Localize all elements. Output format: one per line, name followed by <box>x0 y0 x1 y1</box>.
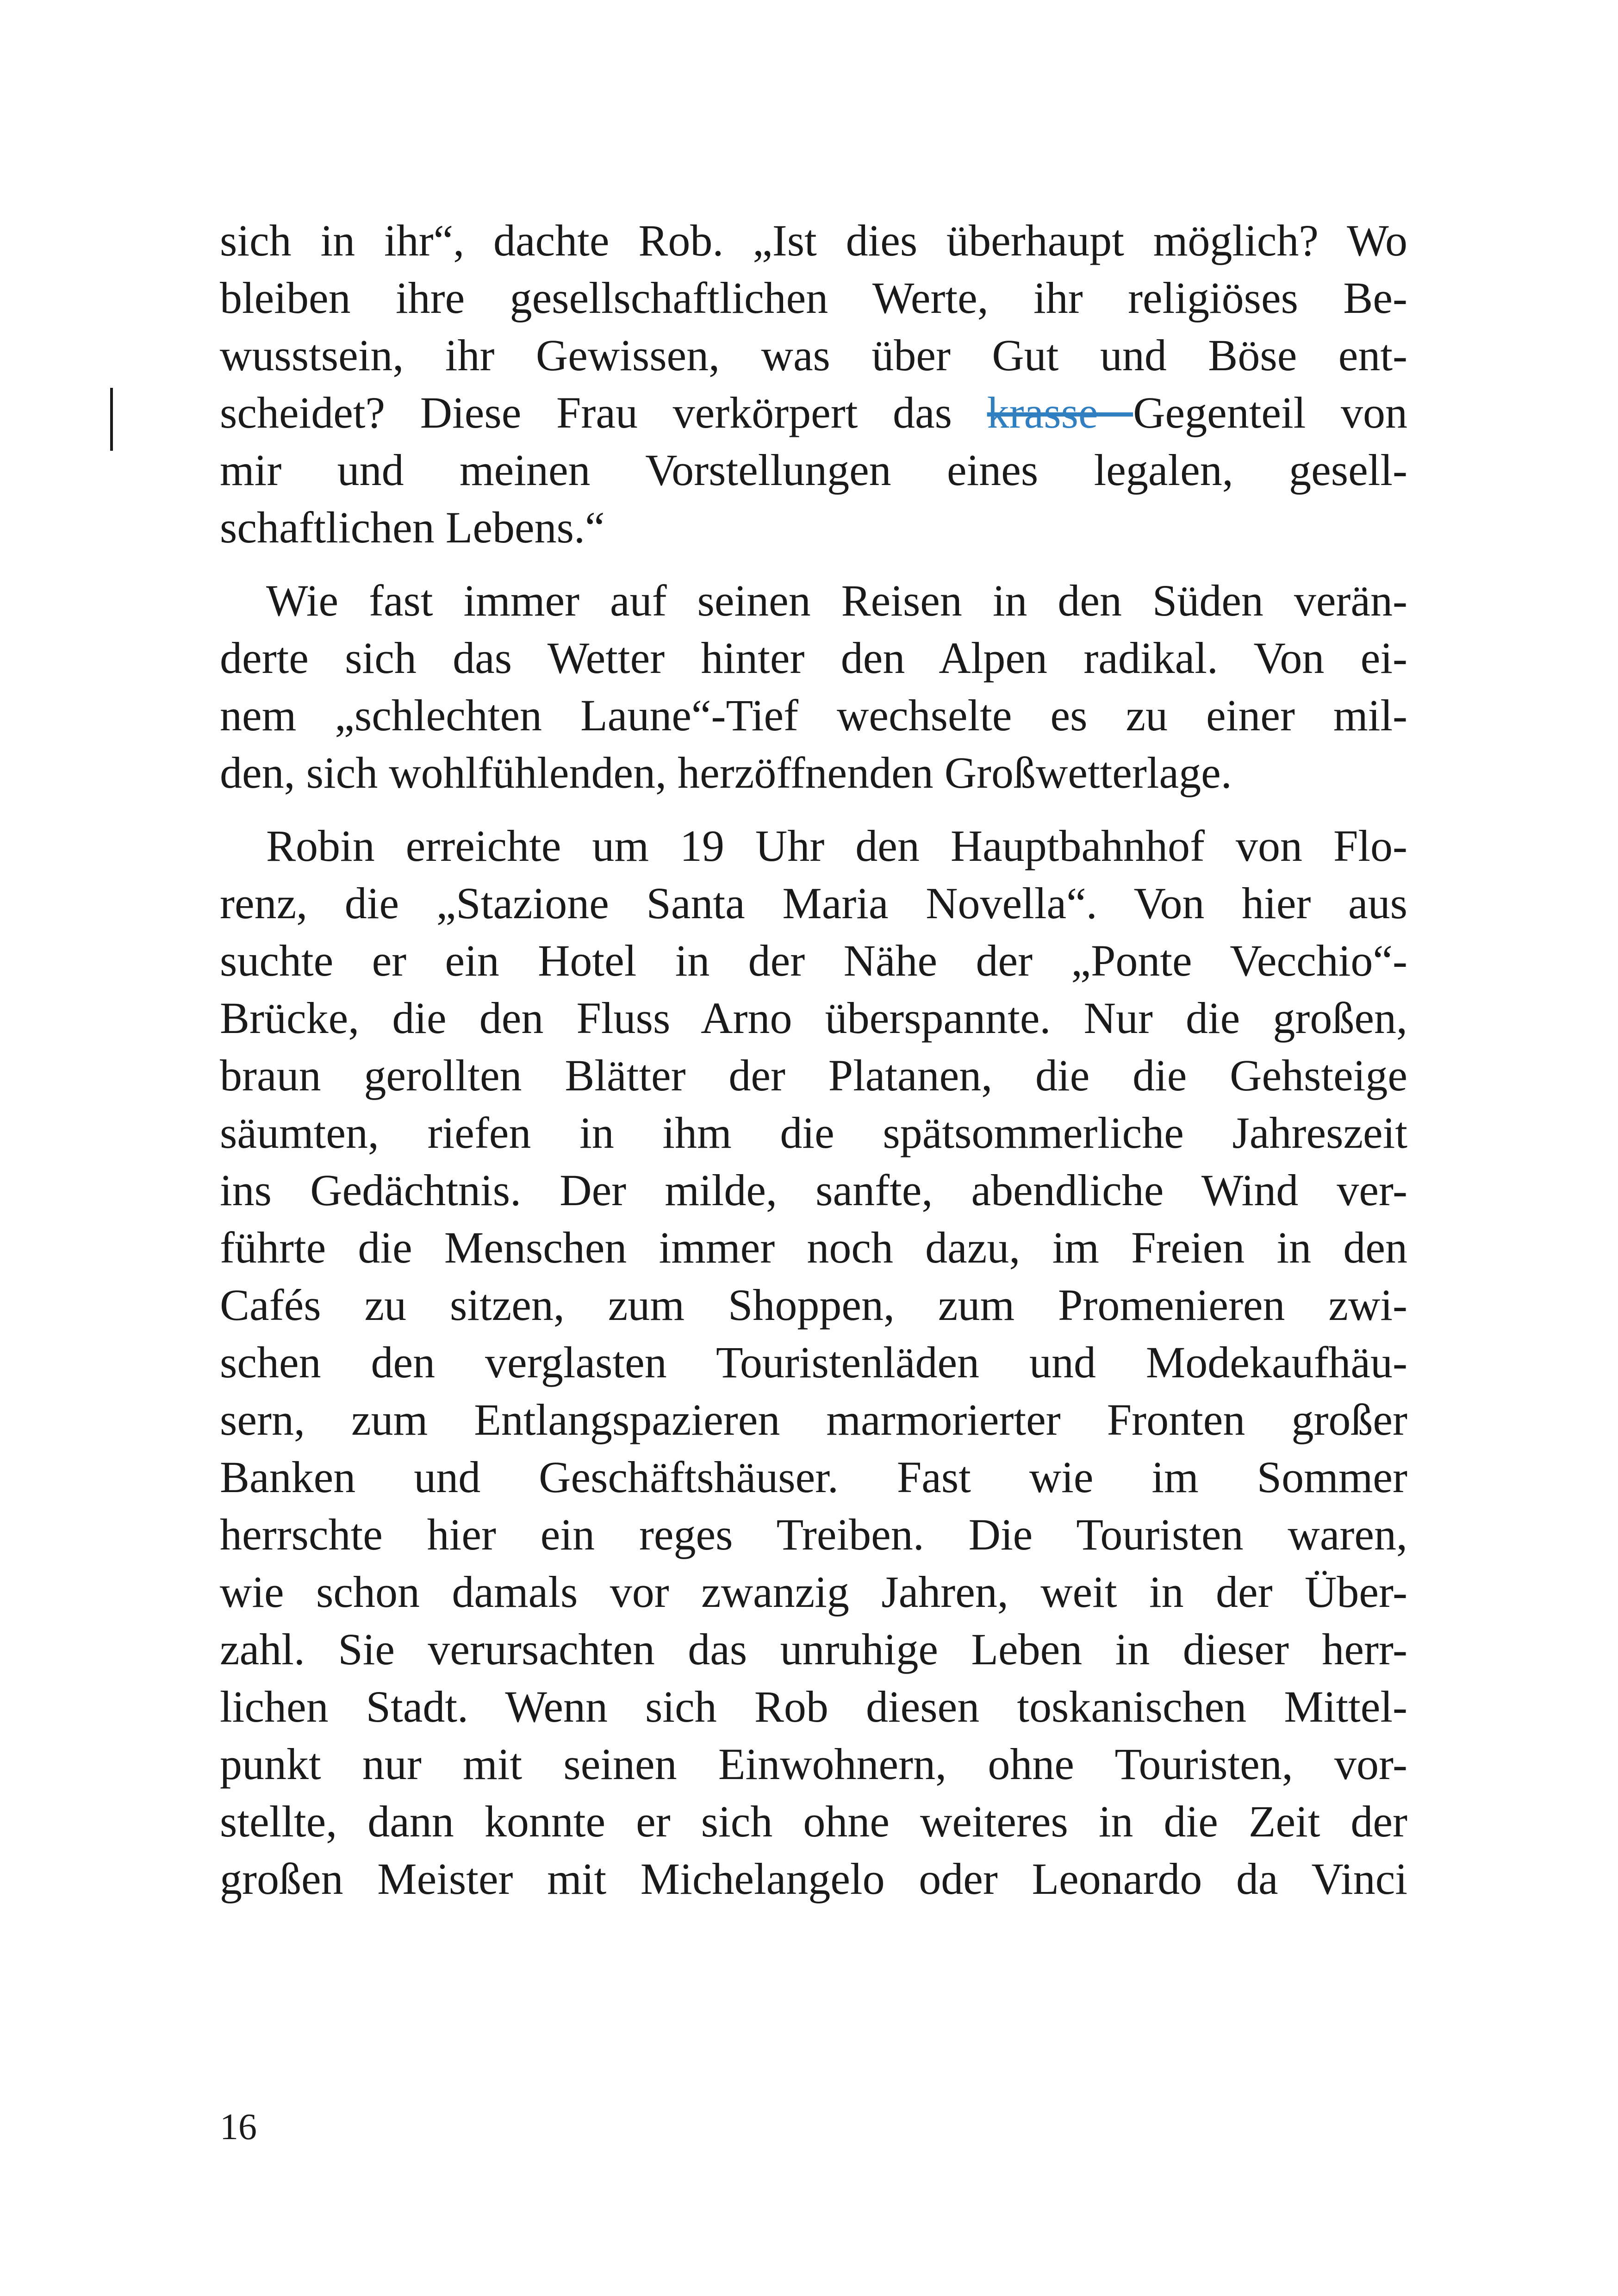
text-line: führte die Menschen immer noch dazu, im Freien in den <box>220 1223 1407 1272</box>
page-number: 16 <box>220 2107 257 2147</box>
paragraph-1 <box>220 212 1407 556</box>
text-line: lichen Stadt. Wenn sich Rob diesen toskanischen Mittel- <box>220 1682 1407 1731</box>
deleted-text: krasse <box>987 388 1133 437</box>
paragraph-3 <box>220 817 1407 1908</box>
text-line: punkt nur mit seinen Einwohnern, ohne Touristen, vor- <box>220 1739 1407 1789</box>
text-line: mir und meinen Vorstellungen eines legalen, gesell- <box>220 445 1407 495</box>
body-text <box>220 212 1407 1908</box>
text-line: stellte, dann konnte er sich ohne weiteres in die Zeit der <box>220 1797 1407 1846</box>
text-line: Robin erreichte um 19 Uhr den Hauptbahnhof von Flo- <box>266 821 1407 871</box>
text-line: sern, zum Entlangspazieren marmorierter Fronten großer <box>220 1395 1407 1444</box>
text-line: säumten, riefen in ihm die spätsommerliche Jahreszeit <box>220 1108 1407 1157</box>
text-line: Banken und Geschäftshäuser. Fast wie im Sommer <box>220 1452 1407 1502</box>
change-bar <box>110 388 113 451</box>
text-line: herrschte hier ein reges Treiben. Die Touristen waren, <box>220 1510 1407 1559</box>
text-line: derte sich das Wetter hinter den Alpen radikal. Von ei- <box>220 633 1407 683</box>
paragraph-spacing <box>220 802 1407 817</box>
text-line: schaftlichen Lebens.“ <box>220 503 605 552</box>
text-segment: Gegenteil von <box>1133 388 1408 437</box>
text-line: zahl. Sie verursachten das unruhige Leben in dieser herr- <box>220 1624 1407 1674</box>
text-segment: scheidet? Diese Frau verkörpert das <box>220 388 987 437</box>
text-line: ins Gedächtnis. Der milde, sanfte, abendliche Wind ver- <box>220 1165 1407 1215</box>
text-line: sich in ihr“, dachte Rob. „Ist dies überhaupt möglich? Wo <box>220 216 1407 265</box>
text-line: großen Meister mit Michelangelo oder Leonardo da Vinci <box>220 1854 1407 1904</box>
paragraph-2 <box>220 572 1407 802</box>
text-line: wusstsein, ihr Gewissen, was über Gut und Böse ent- <box>220 330 1407 380</box>
text-line: schen den verglasten Touristenläden und Modekaufhäu- <box>220 1338 1407 1387</box>
text-line: suchte er ein Hotel in der Nähe der „Ponte Vecchio“- <box>220 936 1407 985</box>
text-line: renz, die „Stazione Santa Maria Novella“. Von hier aus <box>220 878 1407 928</box>
text-line: wie schon damals vor zwanzig Jahren, weit in der Über- <box>220 1567 1407 1617</box>
text-line-with-deletion <box>220 384 1407 442</box>
text-line: bleiben ihre gesellschaftlichen Werte, ihr religiöses Be- <box>220 273 1407 323</box>
text-line: Brücke, die den Fluss Arno überspannte. Nur die großen, <box>220 993 1407 1043</box>
text-line: braun gerollten Blätter der Platanen, die die Gehsteige <box>220 1051 1407 1100</box>
text-line: Cafés zu sitzen, zum Shoppen, zum Promenieren zwi- <box>220 1280 1407 1330</box>
text-line: den, sich wohlfühlenden, herzöffnenden Großwetterlage. <box>220 748 1232 797</box>
text-line: Wie fast immer auf seinen Reisen in den Süden verän- <box>266 576 1407 625</box>
text-line: nem „schlechten Laune“-Tief wechselte es zu einer mil- <box>220 691 1407 740</box>
paragraph-spacing <box>220 556 1407 572</box>
